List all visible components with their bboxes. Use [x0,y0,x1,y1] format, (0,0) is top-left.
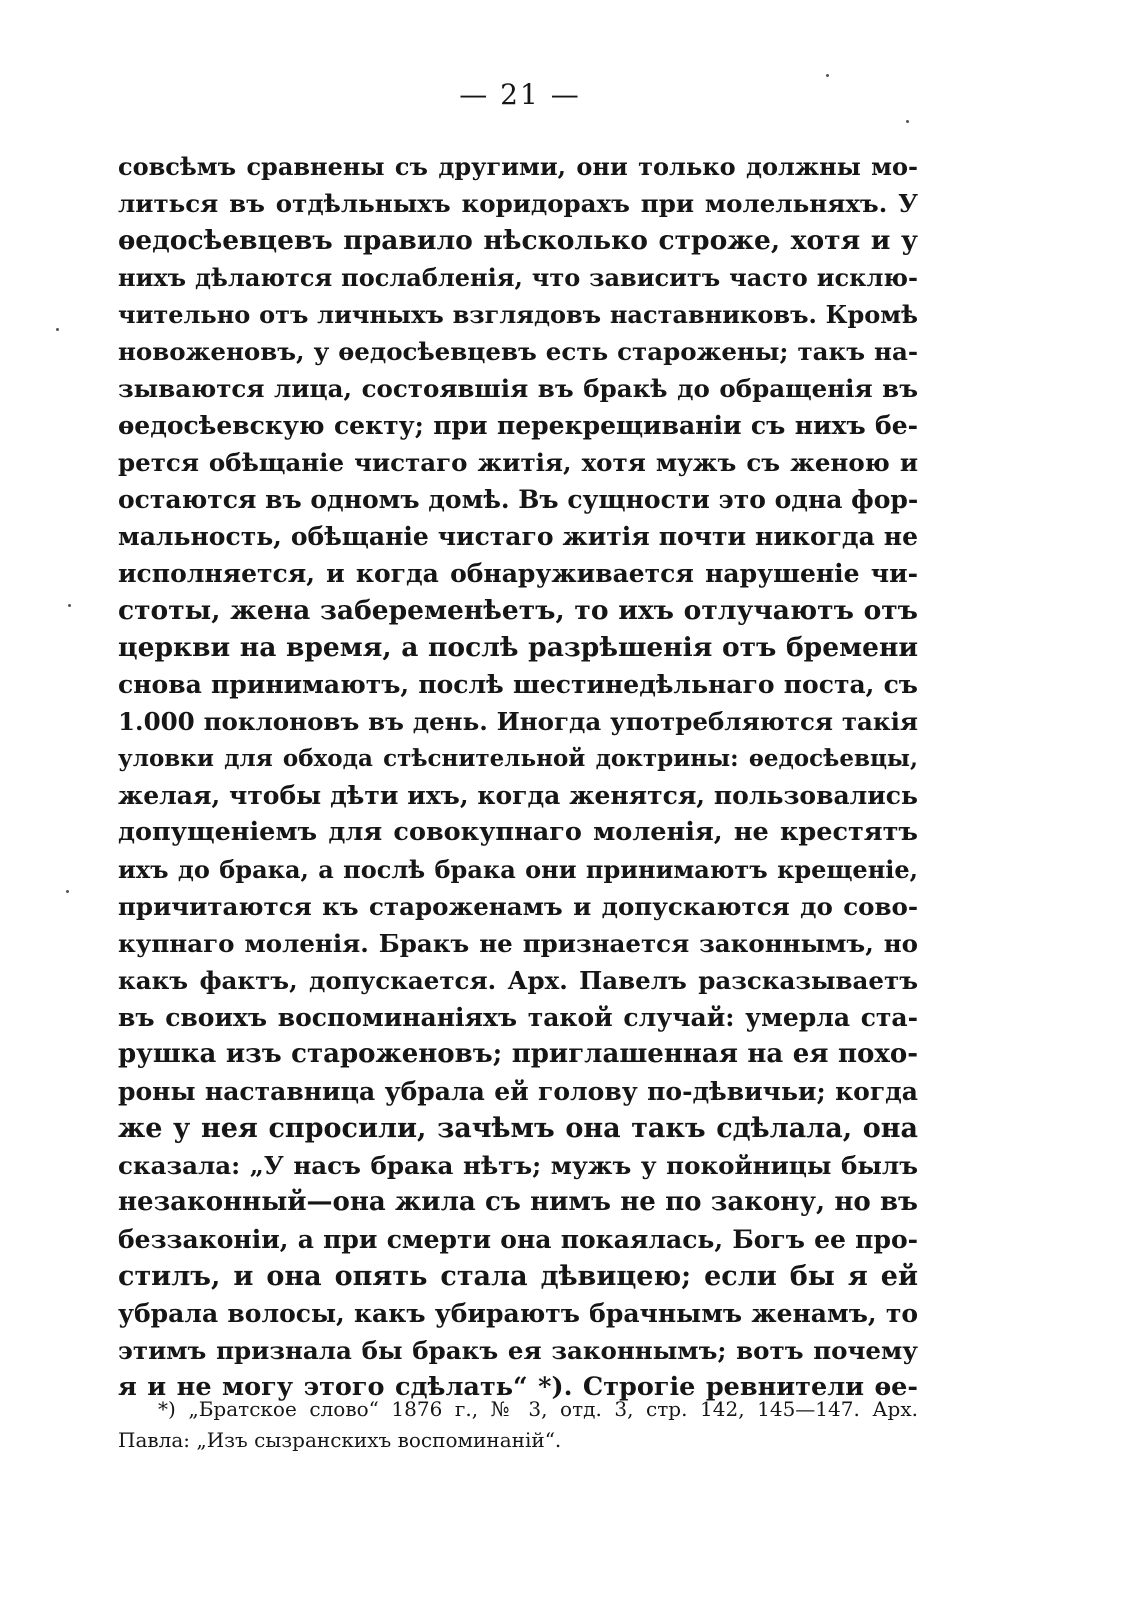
text-line: ѳедосѣевцевъ правило нѣсколько строже, хотя и у [118,225,918,256]
text-line: ѳедосѣевскую секту; при перекрещиваніи съ нихъ бе- [118,411,918,440]
text-line: незаконный—она жила съ нимъ не по закону, но въ [118,1187,918,1217]
text-line: новоженовъ, у ѳедосѣевцевъ есть старожены; такъ на- [118,337,918,366]
text-line: причитаются къ староженамъ и допускаются до сово- [118,892,918,921]
text-line: 1.000 поклоновъ въ день. Иногда употребляются такія [118,707,918,736]
text-line: убрала волосы, какъ убираютъ брачнымъ женамъ, то [118,1299,918,1328]
text-line: сказала: „У насъ брака нѣтъ; мужъ у покойницы былъ [118,1151,918,1180]
text-line: этимъ признала бы бракъ ея законнымъ; вотъ почему [118,1336,918,1365]
print-speck [68,604,71,607]
print-speck [66,890,69,893]
text-line: ихъ до брака, а послѣ брака они принимаютъ крещеніе, [118,855,918,884]
text-line: снова принимаютъ, послѣ шестинедѣльнаго поста, съ [118,670,918,699]
print-speck [56,328,59,331]
text-line: совсѣмъ сравнены съ другими, они только должны мо- [118,152,918,181]
text-line: какъ фактъ, допускается. Арх. Павелъ разсказываетъ [118,966,918,995]
text-line: уловки для обхода стѣснительной доктрины: ѳедосѣевцы, [118,745,918,772]
text-line: литься въ отдѣльныхъ коридорахъ при молельняхъ. У [118,189,918,218]
print-speck [826,74,829,77]
text-line: въ своихъ воспоминаніяхъ такой случай: умерла ста- [118,1003,918,1032]
footnote [118,1394,918,1456]
text-line: роны наставница убрала ей голову по-дѣвичьи; когда [118,1077,918,1106]
print-speck [906,120,909,123]
text-line: же у нея спросили, зачѣмъ она такъ сдѣлала, она [118,1113,918,1144]
text-line: рушка изъ староженовъ; приглашенная на ея похо- [118,1039,918,1069]
text-line: беззаконіи, а при смерти она покаялась, Богъ ее про- [118,1225,918,1254]
page-number: — 21 — [459,78,581,111]
text-line: купнаго моленія. Бракъ не признается законнымъ, но [118,929,918,958]
text-line: исполняется, и когда обнаруживается нарушеніе чи- [118,559,918,588]
text-line: мальность, обѣщаніе чистаго житія почти никогда не [118,522,918,551]
text-line: остаются въ одномъ домѣ. Въ сущности это одна фор- [118,485,918,514]
footnote-line: *) „Братское слово“ 1876 г., № 3, отд. 3, стр. 142, 145—147. Арх. [158,1397,918,1421]
text-line: рется обѣщаніе чистаго житія, хотя мужъ съ женою и [118,448,918,477]
footnote-line: Павла: „Изъ сызранскихъ воспоминаній“. [118,1428,562,1452]
text-line: нихъ дѣлаются послабленія, что зависитъ часто исклю- [118,263,918,292]
text-line: стоты, жена забеременѣетъ, то ихъ отлучаютъ отъ [118,595,918,626]
text-line: зываются лица, состоявшія въ бракѣ до обращенія въ [118,374,918,403]
text-line: чительно отъ личныхъ взглядовъ наставниковъ. Кромѣ [118,300,918,329]
text-line: допущеніемъ для совокупнаго моленія, не крестятъ [118,817,918,847]
text-line: церкви на время, а послѣ разрѣшенія отъ бремени [118,632,918,663]
text-line: стилъ, и она опять стала дѣвицею; если бы я ей [118,1261,918,1292]
body-text [118,148,918,1406]
text-line: желая, чтобы дѣти ихъ, когда женятся, пользовались [118,781,918,810]
text-line: я и не могу этого сдѣлать“ *). Строгіе ревнители ѳе- [118,1372,918,1402]
